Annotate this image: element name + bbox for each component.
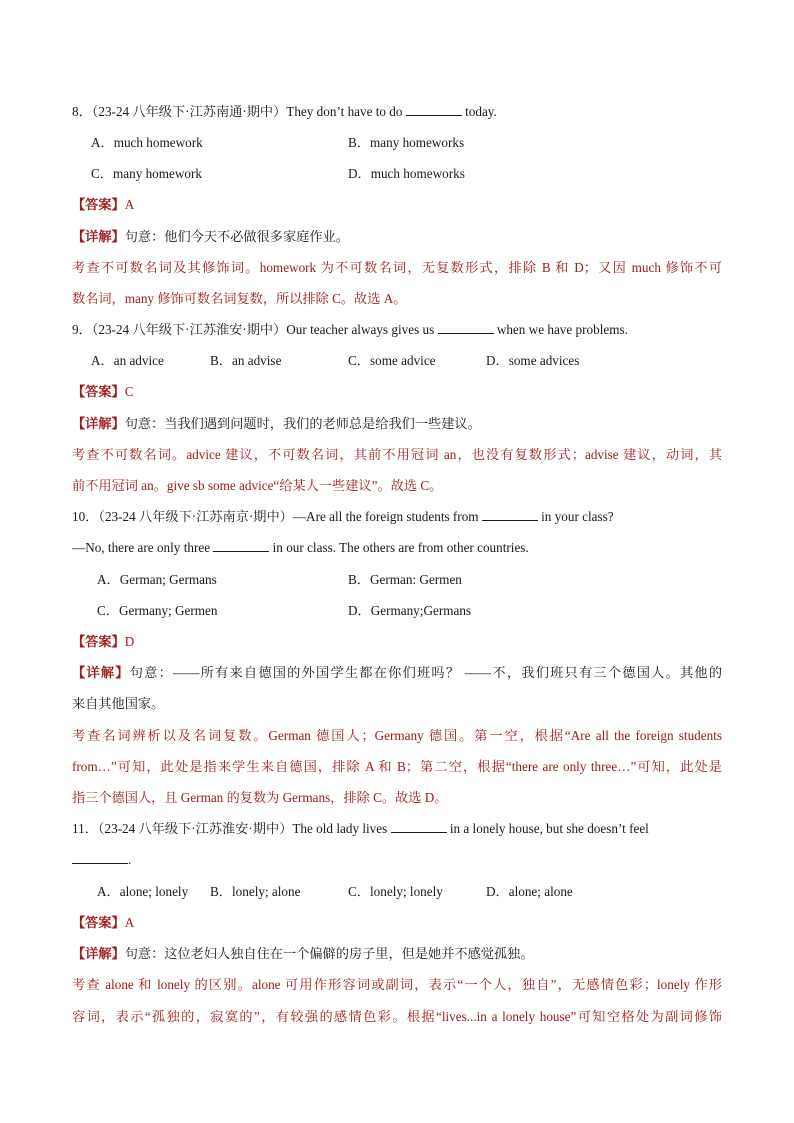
q10-detail-meaning-1: 【详解】句意：——所有来自德国的外国学生都在你们班吗？ ——不，我们班只有三个德国人。其他的 — [72, 665, 723, 680]
q10-detail-line-1: 考查名词辨析以及名词复数。German 德国人；Germany 德国。第一空，根据“Are all the foreign students — [72, 728, 722, 743]
q8-option-d: D．much homeworks — [348, 166, 465, 181]
q8-detail-line-2: 数名词，many 修饰可数名词复数，所以排除 C。故选 A。 — [72, 291, 407, 306]
question-11-stem: 11．（23-24 八年级下·江苏淮安·期中）The old lady lives in a lonely house, but she doesn’t feel — [72, 821, 649, 836]
q10-answer: 【答案】D — [72, 634, 135, 649]
q9-answer: 【答案】C — [72, 384, 134, 399]
q8-detail-line-1: 考查不可数名词及其修饰词。homework 为不可数名词，无复数形式，排除 B 和 D；又因 much 修饰不可 — [72, 260, 722, 275]
answer-blank — [482, 508, 538, 521]
q8-answer: 【答案】A — [72, 197, 135, 212]
q10-detail-line-3: 指三个德国人，且 German 的复数为 Germans，排除 C。故选 D。 — [72, 790, 448, 805]
q8-option-c: C．many homework — [91, 166, 202, 181]
q10-detail-line-2: from…”可知，此处是指来学生来自德国，排除 A 和 B；第二空，根据“there are only three…”可知，此处是 — [72, 759, 722, 774]
q10-detail-meaning-2: 来自其他国家。 — [72, 696, 165, 711]
q9-detail-meaning: 【详解】句意：当我们遇到问题时，我们的老师总是给我们一些建议。 — [72, 416, 481, 431]
q10-option-d: D．Germany;Germans — [348, 603, 472, 618]
q10-option-a: A．German; Germans — [97, 572, 217, 587]
q9-detail-line-1: 考查不可数名词。advice 建议，不可数名词，其前不用冠词 an，也没有复数形式；advise 建议，动词，其 — [72, 447, 722, 462]
question-8-stem: 8．（23-24 八年级下·江苏南通·期中）They don’t have to do today. — [72, 104, 497, 119]
q11-detail-meaning: 【详解】句意：这位老妇人独自住在一个偏僻的房子里，但是她并不感觉孤独。 — [72, 946, 534, 961]
q8-option-b: B．many homeworks — [348, 135, 465, 150]
q9-option-c: C．some advice — [348, 353, 436, 368]
q10-option-b: B．German: Germen — [348, 572, 462, 587]
q9-option-a: A．an advice — [91, 353, 164, 368]
question-10-stem-line-2: —No, there are only three in our class. The others are from other countries. — [72, 540, 529, 555]
q9-option-d: D．some advices — [486, 353, 580, 368]
answer-blank — [391, 820, 447, 833]
q8-detail-meaning: 【详解】句意：他们今天不必做很多家庭作业。 — [72, 229, 349, 244]
q11-answer: 【答案】A — [72, 915, 135, 930]
q10-option-c: C．Germany; Germen — [97, 603, 218, 618]
q9-detail-line-2: 前不用冠词 an。give sb some advice“给某人一些建议”。故选 C。 — [72, 478, 443, 493]
question-10-stem: 10．（23-24 八年级下·江苏南京·期中）—Are all the foreign students from in your class? — [72, 509, 614, 524]
q11-option-a: A．alone; lonely — [97, 884, 189, 899]
answer-blank — [406, 103, 462, 116]
question-9-stem: 9．（23-24 八年级下·江苏淮安·期中）Our teacher always gives us when we have problems. — [72, 322, 628, 337]
q11-option-d: D．alone; alone — [486, 884, 573, 899]
q11-option-c: C．lonely; lonely — [348, 884, 443, 899]
q11-detail-line-2: 容词，表示“孤独的，寂寞的”，有较强的感情色彩。根据“lives...in a lonely house”可知空格处为副词修饰 — [72, 1009, 722, 1024]
q8-option-a: A．much homework — [91, 135, 203, 150]
q11-detail-line-1: 考查 alone 和 lonely 的区别。alone 可用作形容词或副词，表示“一个人，独自”，无感情色彩；lonely 作形 — [72, 977, 722, 992]
answer-blank — [213, 539, 269, 552]
q11-option-b: B．lonely; alone — [210, 884, 301, 899]
answer-blank — [438, 321, 494, 334]
answer-blank — [72, 851, 128, 864]
q9-option-b: B．an advise — [210, 353, 282, 368]
question-11-stem-line-2: . — [72, 851, 722, 869]
